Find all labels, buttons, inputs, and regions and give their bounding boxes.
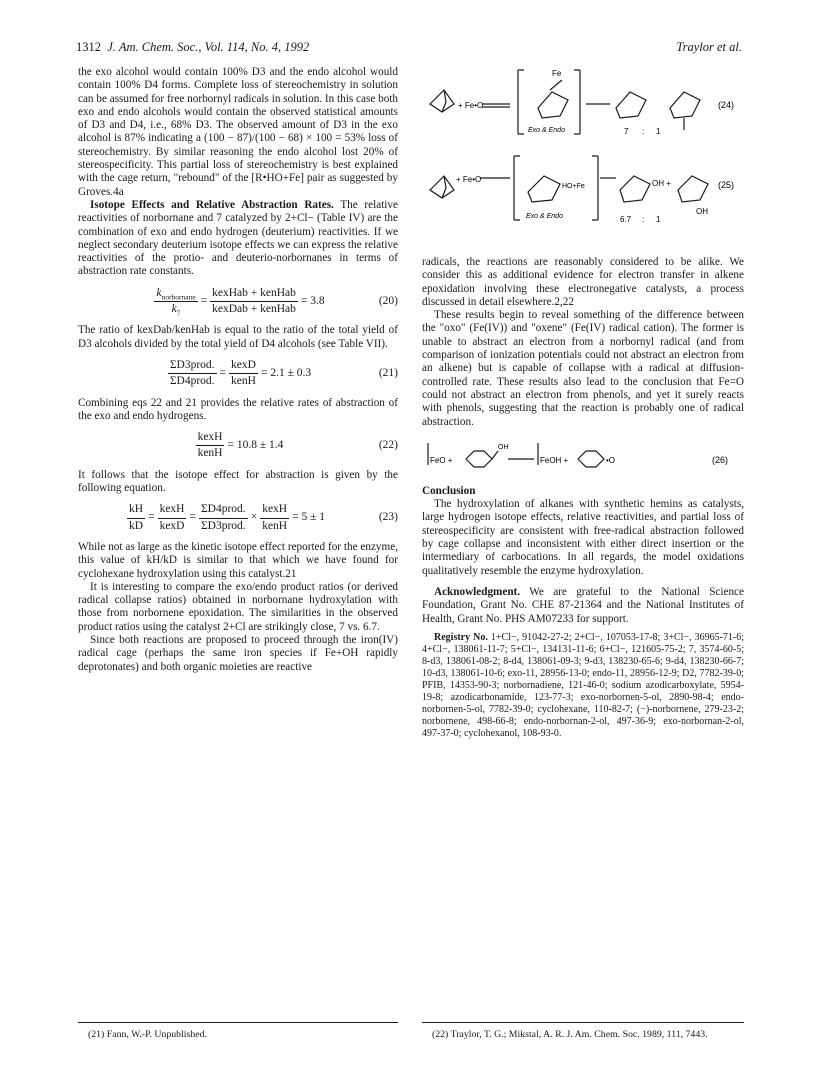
scheme-25-ratio-left: 6.7: [620, 215, 632, 224]
scheme-24: [420, 60, 750, 140]
paragraph-exo-endo: It is interesting to compare the exo/endo product ratios (or derived radical collapse ratios) obtained in norbornane hydroxylation with those from norbornene epoxidation. The similarities in the observed product ratios using the catalyst 2+Cl are strikingly close, 7 vs. 6.7.: [78, 580, 398, 633]
page-number: 1312: [76, 40, 101, 54]
scheme-25-product-oh: OH: [696, 207, 708, 216]
running-header-authors: Traylor et al.: [676, 40, 742, 54]
equation-number-20: (20): [378, 294, 398, 307]
paragraph-ratio: The ratio of kexDab/kenHab is equal to the ratio of the total yield of D3 alcohols divided by the total yield of D4 alcohols (see Table VII).: [78, 324, 398, 350]
footnote-21: (21) Fann, W.-P. Unpublished.: [88, 1029, 207, 1040]
journal-citation: J. Am. Chem. Soc., Vol. 114, No. 4, 1992: [107, 40, 310, 54]
scheme-25-reagent: + Fe•O: [456, 175, 482, 184]
equation-number-22: (22): [378, 439, 398, 452]
registry-heading: Registry No.: [434, 631, 488, 643]
footnote-rule-left: [78, 1022, 398, 1023]
paragraph-kinetic-effect: While not as large as the kinetic isotope effect reported for the enzyme, this value of kH/kD is similar to that which we have found for cyclohexane hydroxylation using this catalyst.21: [78, 540, 398, 580]
equation-number-23: (23): [378, 511, 398, 524]
scheme-24-ratio-left: 7: [624, 127, 629, 136]
scheme-24-bracket-label: Exo & Endo: [528, 127, 565, 134]
scheme-25-product-label: OH +: [652, 179, 671, 188]
acknowledgment-heading: Acknowledgment.: [434, 585, 521, 598]
paragraph-isotope-text: The relative reactivities of norbornane and 7 catalyzed by 2+Cl− (Table IV) are the combination of exo and endo hydrogen (deuterium) reactivities. If we neglect secondary deuterium isotope effects we can express the relative reactivities of the protio- and deuterio-norbornanes in terms of abstraction rate constants.: [78, 198, 398, 278]
scheme-24-fe: Fe: [552, 69, 562, 78]
registry-numbers: [422, 632, 744, 740]
scheme-24-ratio-right: 1: [656, 127, 661, 136]
running-header-left: [76, 40, 309, 55]
scheme-25-number: (25): [718, 180, 735, 190]
right-column: [422, 256, 744, 740]
paragraph-radicals: radicals, the reactions are reasonably considered to be alike. We consider this as additional evidence for electron transfer in alkene epoxidation involving these electronegative catalysts, a process discussed in detail elsewhere.2,22: [422, 256, 744, 308]
scheme-25-ratio-right: 1: [656, 215, 661, 224]
registry-text: 1+Cl−, 91042-27-2; 2+Cl−, 107053-17-8; 3+Cl−, 36965-71-6; 4+Cl−, 138061-11-7; 5+Cl−, 134131-11-6; 6+Cl−, 121605-75-2; 7, 3574-60-5; 8-d3, 138061-08-2; 8-d4, 138061-09-3; 9-d3, 138230-65-6; 9-d4, 138230-66-7; 10-d3, 138061-10-6; exo-11, 28956-13-0; endo-11, 28956-12-9; D2, 7782-39-0; PFIB, 14353-90-3; norbornadiene, 121-46-0; sodium azodicarboxylate, 5954-19-8; azodicarbonamide, 123-77-3; exo-norbornen-5-ol, 2890-98-4; endo-norbornen-5-ol, 7782-39-0; cyclohexane, 110-82-7; (−)-norbornene, 279-23-2; norbornene, 498-66-8; endo-norbornan-2-ol, 497-36-9; exo-norbornan-2-ol, 497-37-0; cyclohexanol, 108-93-0.: [422, 631, 745, 739]
scheme-26-left: FeO +: [430, 455, 453, 465]
scheme-26: [422, 433, 744, 479]
scheme-24-number: (24): [718, 100, 735, 110]
scheme-24-reagent: + Fe•O: [458, 101, 484, 110]
paragraph-combining: Combining eqs 22 and 21 provides the relative rates of abstraction of the exo and endo hydrogens.: [78, 396, 398, 422]
scheme-26-number: (26): [712, 454, 729, 465]
acknowledgment-text: We are grateful to the National Science Foundation, Grant No. CHE 87-21364 and the National Institutes of Health, Grant No. PHS AM07233 for support.: [422, 585, 744, 625]
scheme-26-oh: OH: [498, 443, 509, 451]
scheme-25-bracket-label: Exo & Endo: [526, 213, 563, 220]
equation-21: $\frac{\text{ΣD3prod.}}{\text{ΣD4prod.}}$ = $\frac{\text{kexD}}{\text{kenH}}$ = 2.1 ± 0.3 (21): [169, 358, 398, 388]
scheme-25-intermediate: HO+Fe: [562, 183, 585, 190]
paragraph-isotope-effects: [78, 199, 398, 279]
scheme-25: [420, 148, 750, 228]
footnote-22: (22) Traylor, T. G.; Mikstal, A. R. J. Am. Chem. Soc. 1989, 111, 7443.: [432, 1029, 708, 1040]
paragraph-stereochemistry: the exo alcohol would contain 100% D3 and the endo alcohol would contain 100% D4 forms. Complete loss of stereochemistry in solution can be assumed for free norbornyl radicals in solution. In this case both exo and endo alcohols would contain the observed statistical amounts of D3 and D4, i.e., 68% D3. The observed amount of D3 in the exo alcohol is 87% indicating a (100 − 87)/(100 − 68) × 100 = 53% loss of stereochemistry. By similar reasoning the endo alcohol lost 20% of stereospecificity. This partial loss of stereochemistry is best explained with the cage return, "rebound" of the [R•HO+Fe] pair as suggested by Groves.4a: [78, 66, 398, 198]
equation-22: $\frac{\text{kexH}}{\text{kenH}}$ = 10.8 ± 1.4 (22): [197, 431, 398, 460]
equation-20: $\frac{k_{norbornane}}{k_7}$ = $\frac{\text{kexHab + kenHab}}{\text{kexDab + kenHab}}$ = 3.8 (20): [156, 286, 398, 318]
paragraph-conclusion: The hydroxylation of alkanes with synthetic hemins as catalysts, large hydrogen isotope effects, relative reactivities, and partial loss of stereospecificity are consistent with free-radical abstraction followed by cage collapse and inconsistent with either direct insertion or the intermediary of carbocations. In all regards, the model oxidations qualitatively resemble the enzyme hydroxylation.: [422, 498, 744, 577]
scheme-26-right: FeOH +: [540, 455, 569, 465]
equation-number-21: (21): [378, 367, 398, 380]
paragraph-isotope-equation: It follows that the isotope effect for abstraction is given by the following equation.: [78, 468, 398, 495]
paragraph-oxo-oxene: These results begin to reveal something of the difference between the "oxo" (Fe(IV)) and "oxene" (Fe(IV) radical cation). The former is unable to abstract an electron from a norbornyl radical (and from comparison of ionization potentials could not abstract an electron from an alkene) but is capable of collapse with a radical at diffusion-controlled rate. These results also lead to the conclusion that Fe=O could not abstract an electron from phenols, and yet it surely reacts with phenols, suggesting that the reaction is probably one of radical abstraction.: [422, 309, 744, 428]
scheme-26-radical: •O: [606, 455, 616, 465]
paragraph-radical-cage: Since both reactions are proposed to proceed through the iron(IV) radical cage (perhaps the same iron species if Fe+OH rapidly deprotonates) and both organic moieties are reactive: [78, 633, 398, 673]
paragraph-acknowledgment: [422, 586, 744, 626]
footnote-rule-right: [422, 1022, 744, 1023]
scheme-24-ratio-colon: :: [642, 127, 645, 136]
left-column: [78, 66, 398, 674]
equation-23: $\frac{kH}{kD}$ = $\frac{\text{kexH}}{\text{kexD}}$ = $\frac{\text{ΣD4prod.}}{\text{ΣD3prod.}}$ × $\frac{\text{kexH}}{\text{kenH}}$ = 5 ± 1 (23): [129, 503, 398, 532]
section-heading-conclusion: Conclusion: [422, 484, 476, 497]
section-heading-isotope: Isotope Effects and Relative Abstraction Rates.: [90, 198, 334, 211]
scheme-25-ratio-colon: :: [642, 215, 645, 224]
